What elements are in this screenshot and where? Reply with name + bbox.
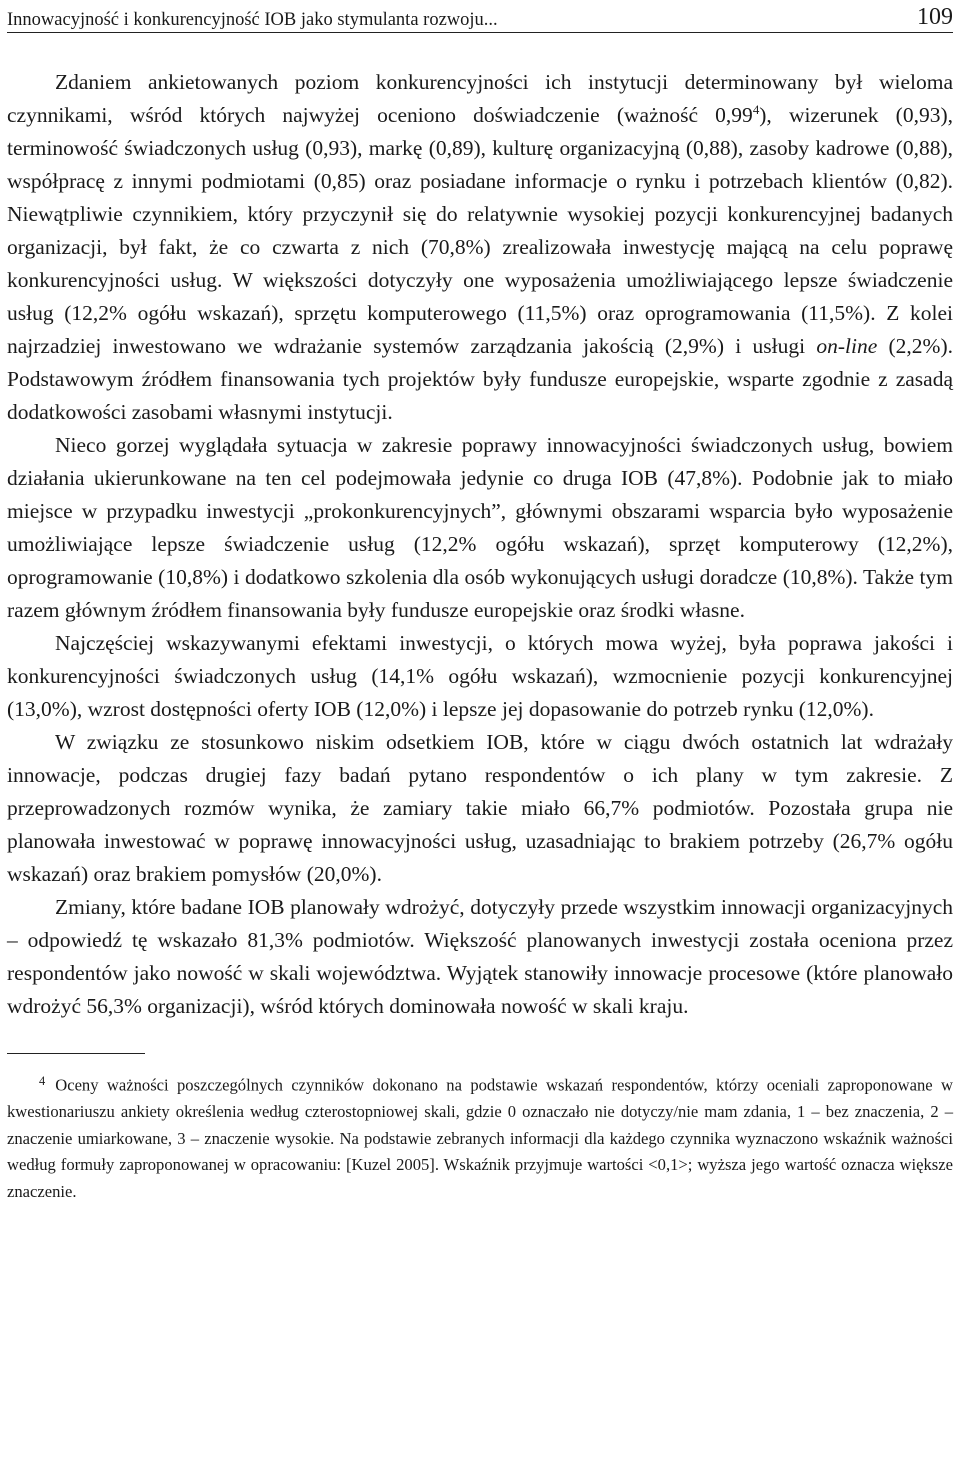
footnote-4 <box>7 1068 953 1205</box>
footnotes <box>7 1068 953 1205</box>
paragraph-3: Najczęściej wskazywanymi efektami inwestycji, o których mowa wyżej, była poprawa jakości i konkurencyjności świadczonych usług (14,1% ogółu wskazań), wzmocnienie pozycji konkurencyjnej (13,0%), wzrost dostępności oferty IOB (12,0%) i lepsze jej dopasowanie do potrzeb rynku (12,0%). <box>7 631 953 721</box>
paragraph-1-part-a: Zdaniem ankietowanych poziom konkurencyjności ich instytucji determinowany był wieloma czynnikami, wśród których najwyżej oceniono doświadczenie (ważność 0,99 <box>7 70 953 127</box>
running-title: Innowacyjność i konkurencyjność IOB jako stymulanta rozwoju... <box>7 10 498 30</box>
paragraph-2: Nieco gorzej wyglądała sytuacja w zakresie poprawy innowacyjności świadczonych usług, bowiem działania ukierunkowane na ten cel podejmowała jedynie co druga IOB (47,8%). Podobnie jak to miało miejsce w przypadku inwestycji „prokonkurencyjnych”, głównymi obszarami wsparcia było wyposażenie umożliwiające lepsze świadczenie usług (12,2% ogółu wskazań), sprzęt komputerowy (12,2%), oprogramowanie (10,8%) i dodatkowo szkolenia dla osób wykonujących usługi doradcze (10,8%). Także tym razem głównym źródłem finansowania były fundusze europejskie oraz środki własne. <box>7 433 953 622</box>
paragraph-4: W związku ze stosunkowo niskim odsetkiem IOB, które w ciągu dwóch ostatnich lat wdrażały innowacje, podczas drugiej fazy badań pytano respondentów o ich plany w tym zakresie. Z przeprowadzonych rozmów wynika, że zamiary takie miało 66,7% podmiotów. Pozostała grupa nie planowała inwestować w poprawę innowacyjności usług, uzasadniając to brakiem potrzeby (26,7% ogółu wskazań) oraz brakiem pomysłów (20,0%). <box>7 730 953 886</box>
paragraph-1 <box>7 66 953 429</box>
footnote-separator <box>7 1053 145 1054</box>
paragraph-5: Zmiany, które badane IOB planowały wdrożyć, dotyczyły przede wszystkim innowacji organizacyjnych – odpowiedź tę wskazało 81,3% podmiotów. Większość planowanych inwestycji została oceniona przez respondentów jako nowość w skali województwa. Wyjątek stanowiły innowacje procesowe (które planowało wdrożyć 56,3% organizacji), wśród których dominowała nowość w skali kraju. <box>7 895 953 1018</box>
paragraph-1-part-c: (2,2%). Podstawowym źródłem finansowania tych projektów były fundusze europejskie, wsparte zgodnie z zasadą dodatkowości zasobami własnymi instytucji. <box>7 334 953 424</box>
running-header <box>7 0 953 33</box>
footnote-reference: 4 <box>752 102 760 117</box>
paragraph-1-part-b: ), wizerunek (0,93), terminowość świadczonych usług (0,93), markę (0,89), kulturę organizacyjną (0,88), zasoby kadrowe (0,88), współpracę z innymi podmiotami (0,85) oraz posiadane informacje o rynku i potrzebach klientów (0,82). Niewątpliwie czynnikiem, który przyczynił się do relatywnie wysokiej pozycji konkurencyjnej badanych organizacji, był fakt, że co czwarta z nich (70,8%) zrealizowała inwestycję mającą na celu poprawę konkurencyjności usług. W większości dotyczyły one wyposażenia umożliwiającego lepsze świadczenie usług (12,2% ogółu wskazań), sprzętu komputerowego (11,5%) oraz oprogramowania (11,5%). Z kolei najrzadziej inwestowano we wdrażanie systemów zarządzania jakością (2,9%) i usługi <box>7 103 953 358</box>
footnote-text: Oceny ważności poszczególnych czynników dokonano na podstawie wskazań respondentów, którzy oceniali zaproponowane w kwestionariuszu ankiety określenia według czterostopniowej skali, gdzie 0 oznaczało nie dotyczy/nie mam zdania, 1 – bez znaczenia, 2 – znaczenie umiarkowane, 3 – znaczenie wysokie. Na podstawie zebranych informacji dla każdego czynnika wyznaczono wskaźnik ważności według formuły zaproponowanej w opracowaniu: [Kuzel 2005]. Wskaźnik przyjmuje wartości <0,1>; wyższa jego wartość oznacza większe znaczenie. <box>7 1075 953 1201</box>
footnote-marker: 4 <box>39 1074 46 1088</box>
page-number: 109 <box>917 4 953 30</box>
paragraph-1-italic-term: on-line <box>816 334 878 358</box>
main-text <box>7 66 953 1023</box>
